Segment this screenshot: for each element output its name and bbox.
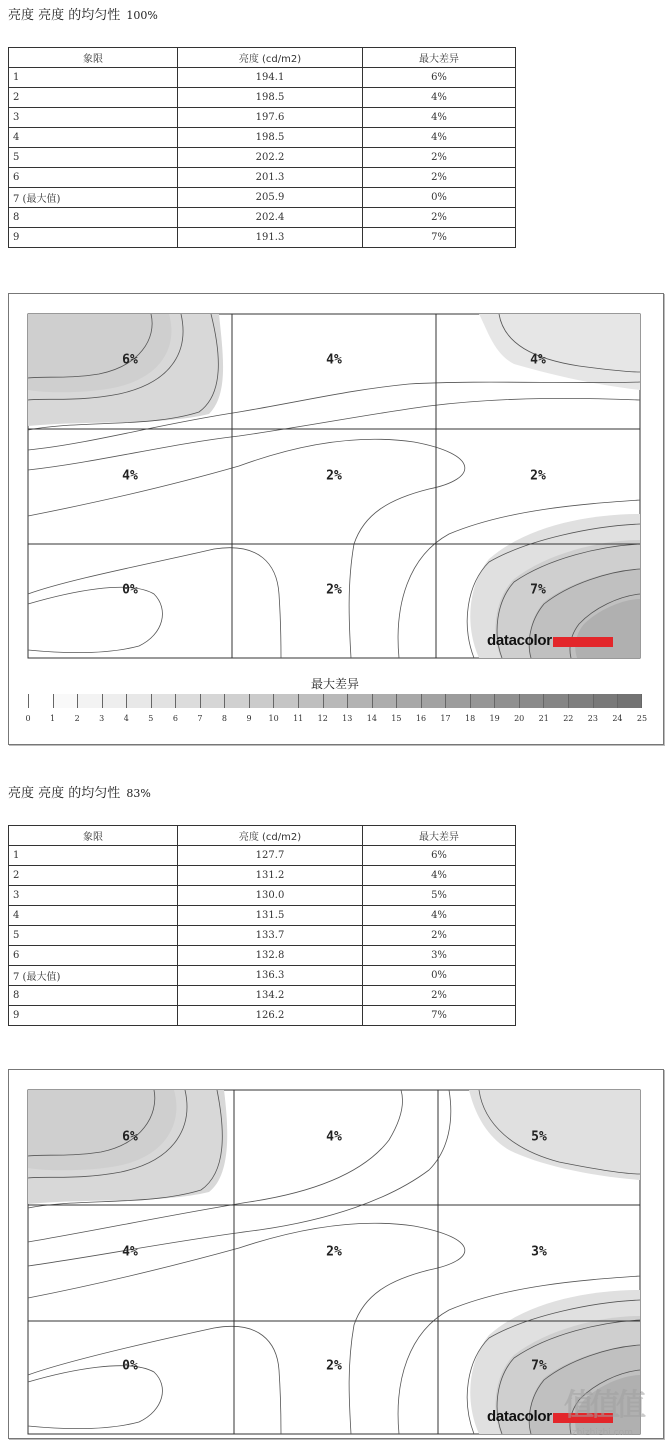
legend-tick-label: 9 bbox=[246, 714, 252, 723]
legend-tick-label: 7 bbox=[197, 714, 203, 723]
table-row bbox=[9, 88, 516, 108]
luminance-cell: 198.5 bbox=[178, 88, 363, 108]
luminance-cell: 201.3 bbox=[178, 168, 363, 188]
table-body bbox=[9, 846, 516, 1026]
section-1-title bbox=[8, 4, 158, 23]
legend-swatch bbox=[28, 694, 53, 708]
max-diff-cell: 0% bbox=[363, 188, 516, 208]
table-row bbox=[9, 986, 516, 1006]
legend-tick-label: 17 bbox=[440, 714, 451, 723]
legend-tick-label: 5 bbox=[148, 714, 154, 723]
luminance-cell: 194.1 bbox=[178, 68, 363, 88]
quadrant-cell: 4 bbox=[9, 906, 178, 926]
luminance-cell: 131.5 bbox=[178, 906, 363, 926]
table-row bbox=[9, 208, 516, 228]
legend-swatch bbox=[593, 694, 618, 708]
luminance-cell: 127.7 bbox=[178, 846, 363, 866]
zone-7-value: 0% bbox=[122, 1358, 138, 1374]
luminance-cell: 197.6 bbox=[178, 108, 363, 128]
legend-swatch bbox=[470, 694, 495, 708]
max-diff-cell: 4% bbox=[363, 906, 516, 926]
legend-swatch bbox=[519, 694, 544, 708]
legend-tick-label: 21 bbox=[538, 714, 549, 723]
max-diff-cell: 4% bbox=[363, 866, 516, 886]
zone-8-value: 2% bbox=[326, 582, 342, 598]
legend-tick-label: 22 bbox=[563, 714, 574, 723]
max-diff-cell: 2% bbox=[363, 148, 516, 168]
legend-tick-label: 15 bbox=[391, 714, 402, 723]
zone-3-value: 4% bbox=[530, 352, 546, 368]
legend-title: 最大差异 bbox=[310, 677, 360, 691]
zone-5-value: 2% bbox=[326, 1244, 342, 1260]
legend-swatch bbox=[224, 694, 249, 708]
legend-tick-label: 6 bbox=[172, 714, 178, 723]
zone-2-value: 4% bbox=[326, 1129, 342, 1145]
header-quadrant: 象限 bbox=[9, 826, 178, 846]
section-2-table bbox=[8, 825, 516, 1026]
datacolor-wordmark: datacolor bbox=[487, 1408, 552, 1425]
luminance-cell: 205.9 bbox=[178, 188, 363, 208]
legend-swatch bbox=[323, 694, 348, 708]
section-2-percent: 83% bbox=[126, 787, 151, 800]
legend-tick-label: 0 bbox=[25, 714, 31, 723]
luminance-cell: 133.7 bbox=[178, 926, 363, 946]
legend-tick-label: 10 bbox=[268, 714, 279, 723]
watermark-logo bbox=[564, 1380, 642, 1424]
quadrant-cell: 2 bbox=[9, 88, 178, 108]
legend-swatch bbox=[175, 694, 200, 708]
watermark-glyph-2: 值 bbox=[590, 1388, 616, 1423]
quadrant-cell: 6 bbox=[9, 168, 178, 188]
section-1-percent: 100% bbox=[126, 9, 158, 22]
quadrant-cell: 7 (最大值) bbox=[9, 966, 178, 986]
table-row bbox=[9, 68, 516, 88]
legend-tick-label: 12 bbox=[317, 714, 328, 723]
legend-swatch bbox=[102, 694, 127, 708]
quadrant-cell: 2 bbox=[9, 866, 178, 886]
quadrant-cell: 5 bbox=[9, 148, 178, 168]
luminance-cell: 134.2 bbox=[178, 986, 363, 1006]
max-diff-cell: 4% bbox=[363, 108, 516, 128]
max-diff-cell: 5% bbox=[363, 886, 516, 906]
legend-swatch bbox=[273, 694, 298, 708]
quadrant-cell: 9 bbox=[9, 228, 178, 248]
table-row bbox=[9, 108, 516, 128]
legend-tick-label: 19 bbox=[489, 714, 500, 723]
section-1-title-text: 亮度 亮度 的均匀性 bbox=[8, 8, 121, 23]
legend-tick-label: 25 bbox=[636, 714, 648, 723]
zone-5-value: 2% bbox=[326, 468, 342, 484]
zone-1-value: 6% bbox=[122, 352, 138, 368]
quadrant-cell: 3 bbox=[9, 108, 178, 128]
header-max-diff: 最大差异 bbox=[363, 826, 516, 846]
legend-tick-label: 18 bbox=[464, 714, 476, 723]
zone-6-value: 2% bbox=[530, 468, 546, 484]
legend-swatch bbox=[617, 694, 642, 708]
zone-9-value: 7% bbox=[531, 1358, 547, 1374]
datacolor-logo bbox=[487, 632, 613, 649]
watermark-glyph-3: 值 bbox=[616, 1388, 642, 1423]
table-row bbox=[9, 846, 516, 866]
table-row bbox=[9, 228, 516, 248]
quadrant-cell: 6 bbox=[9, 946, 178, 966]
table-row bbox=[9, 866, 516, 886]
luminance-cell: 202.4 bbox=[178, 208, 363, 228]
table-header-row bbox=[9, 826, 516, 846]
luminance-cell: 198.5 bbox=[178, 128, 363, 148]
legend-swatch bbox=[126, 694, 151, 708]
table-body bbox=[9, 68, 516, 248]
zone-3-value: 5% bbox=[531, 1129, 547, 1145]
legend-tick-label: 1 bbox=[50, 714, 56, 723]
legend-swatch bbox=[77, 694, 102, 708]
max-diff-cell: 6% bbox=[363, 68, 516, 88]
table-row bbox=[9, 148, 516, 168]
zone-1-value: 6% bbox=[122, 1129, 138, 1145]
quadrant-cell: 8 bbox=[9, 208, 178, 228]
datacolor-red-bar bbox=[553, 637, 613, 647]
legend-swatch bbox=[249, 694, 274, 708]
zone-4-value: 4% bbox=[122, 1244, 138, 1260]
luminance-cell: 126.2 bbox=[178, 1006, 363, 1026]
legend-tick-label: 8 bbox=[221, 714, 228, 723]
legend-swatch bbox=[298, 694, 323, 708]
max-diff-cell: 2% bbox=[363, 208, 516, 228]
section-2-title bbox=[8, 782, 151, 801]
quadrant-cell: 1 bbox=[9, 846, 178, 866]
legend-swatch bbox=[347, 694, 372, 708]
legend-swatch bbox=[396, 694, 421, 708]
legend-tick-labels bbox=[25, 714, 648, 726]
legend-tick-label: 24 bbox=[612, 714, 623, 723]
quadrant-cell: 3 bbox=[9, 886, 178, 906]
table-row bbox=[9, 886, 516, 906]
legend-swatch bbox=[568, 694, 593, 708]
zone-7-value: 0% bbox=[122, 582, 138, 598]
legend-swatch bbox=[53, 694, 78, 708]
luminance-cell: 131.2 bbox=[178, 866, 363, 886]
legend-tick-label: 3 bbox=[99, 714, 105, 723]
table-header-row bbox=[9, 48, 516, 68]
luminance-cell: 191.3 bbox=[178, 228, 363, 248]
watermark-glyph-1: 值 bbox=[564, 1388, 590, 1423]
table-row bbox=[9, 188, 516, 208]
header-quadrant: 象限 bbox=[9, 48, 178, 68]
quadrant-cell: 4 bbox=[9, 128, 178, 148]
legend-swatch bbox=[421, 694, 446, 708]
table-row bbox=[9, 946, 516, 966]
quadrant-cell: 8 bbox=[9, 986, 178, 1006]
table-row bbox=[9, 1006, 516, 1026]
max-diff-cell: 4% bbox=[363, 88, 516, 108]
datacolor-wordmark: datacolor bbox=[487, 632, 552, 649]
header-luminance: 亮度 (cd/m2) bbox=[178, 826, 363, 846]
legend-tick-label: 14 bbox=[366, 714, 377, 723]
legend-gray-scale bbox=[28, 694, 642, 708]
legend-tick-label: 13 bbox=[342, 714, 353, 723]
zone-9-value: 7% bbox=[530, 582, 546, 598]
table-row bbox=[9, 906, 516, 926]
quadrant-cell: 5 bbox=[9, 926, 178, 946]
legend-tick-label: 20 bbox=[514, 714, 525, 723]
watermark-url: zhizhizhi.com bbox=[572, 1428, 633, 1438]
table-row bbox=[9, 128, 516, 148]
max-diff-cell: 7% bbox=[363, 1006, 516, 1026]
section-1-uniformity-map bbox=[8, 293, 664, 745]
legend-swatch bbox=[372, 694, 397, 708]
legend-tick-label: 4 bbox=[123, 714, 129, 723]
quadrant-cell: 7 (最大值) bbox=[9, 188, 178, 208]
header-luminance: 亮度 (cd/m2) bbox=[178, 48, 363, 68]
zone-8-value: 2% bbox=[326, 1358, 342, 1374]
legend-tick-label: 2 bbox=[74, 714, 80, 723]
zone-2-value: 4% bbox=[326, 352, 342, 368]
table-row bbox=[9, 168, 516, 188]
max-diff-cell: 2% bbox=[363, 926, 516, 946]
legend-tick-label: 16 bbox=[415, 714, 427, 723]
section-1-table bbox=[8, 47, 516, 248]
max-diff-cell: 3% bbox=[363, 946, 516, 966]
luminance-cell: 132.8 bbox=[178, 946, 363, 966]
table-row bbox=[9, 966, 516, 986]
legend-tick-label: 23 bbox=[587, 714, 598, 723]
zone-6-value: 3% bbox=[531, 1244, 547, 1260]
luminance-cell: 136.3 bbox=[178, 966, 363, 986]
max-diff-cell: 4% bbox=[363, 128, 516, 148]
legend-swatch bbox=[445, 694, 470, 708]
section-2-title-text: 亮度 亮度 的均匀性 bbox=[8, 786, 121, 801]
table-row bbox=[9, 926, 516, 946]
max-diff-cell: 6% bbox=[363, 846, 516, 866]
header-max-diff: 最大差异 bbox=[363, 48, 516, 68]
legend-swatch bbox=[200, 694, 225, 708]
luminance-cell: 130.0 bbox=[178, 886, 363, 906]
max-diff-cell: 0% bbox=[363, 966, 516, 986]
legend-swatch bbox=[543, 694, 568, 708]
legend-tick-label: 11 bbox=[293, 714, 304, 723]
legend-swatch bbox=[151, 694, 176, 708]
legend-swatch bbox=[494, 694, 519, 708]
luminance-cell: 202.2 bbox=[178, 148, 363, 168]
quadrant-cell: 9 bbox=[9, 1006, 178, 1026]
max-diff-cell: 7% bbox=[363, 228, 516, 248]
zone-4-value: 4% bbox=[122, 468, 138, 484]
max-diff-cell: 2% bbox=[363, 168, 516, 188]
quadrant-cell: 1 bbox=[9, 68, 178, 88]
max-diff-cell: 2% bbox=[363, 986, 516, 1006]
